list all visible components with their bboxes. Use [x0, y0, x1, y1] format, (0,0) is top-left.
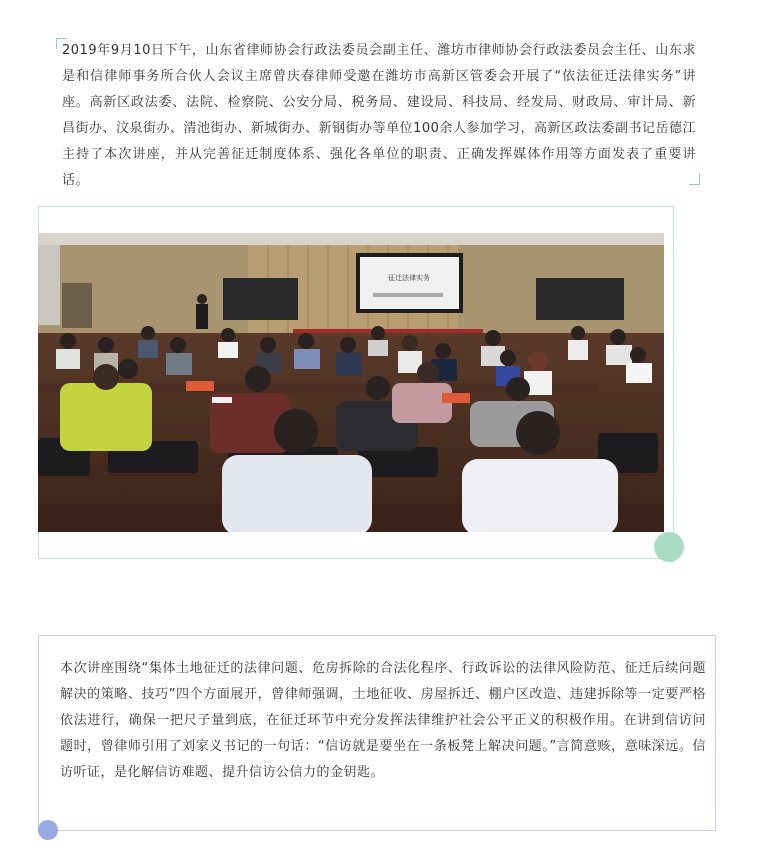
lecture-photo	[38, 233, 664, 532]
decorative-dot-blue	[38, 820, 58, 840]
paragraph-lecture-summary: 本次讲座围绕“集体土地征迁的法律问题、危房拆除的合法化程序、行政诉讼的法律风险防范、征迁后续问题解决的策略、技巧”四个方面展开，曾律师强调，土地征收、房屋拆迁、棚户区改造、违建拆除等一定要严格依法进行，确保一把尺子量到底，在征迁环节中充分发挥法律维护社会公平正义的积极作用。在讲到信访问题时，曾律师引用了刘家义书记的一句话：“信访就是要坐在一条板凳上解决问题。”言简意赅，意味深远。信访听证，是化解信访难题、提升信访公信力的金钥匙。	[60, 661, 706, 780]
corner-bracket-bottom-right	[689, 174, 700, 185]
screen-title: 征迁法律实务	[388, 274, 430, 282]
paragraph-intro: 2019年9月10日下午，山东省律师协会行政法委员会副主任、潍坊市律师协会行政法委员会主任、山东求是和信律师事务所合伙人会议主席曾庆春律师受邀在潍坊市高新区管委会开展了“依法征迁法律实务”讲座。高新区政法委、法院、检察院、公安分局、税务局、建设局、科技局、经发局、财政局、审计局、新昌街办、汶泉街办、清池街办、新城街办、新钢街办等单位100余人参加学习，高新区政法委副书记岳德江主持了本次讲座，并从完善征迁制度体系、强化各单位的职责、正确发挥媒体作用等方面发表了重要讲话。	[62, 43, 696, 188]
decorative-dot-green	[654, 532, 684, 562]
